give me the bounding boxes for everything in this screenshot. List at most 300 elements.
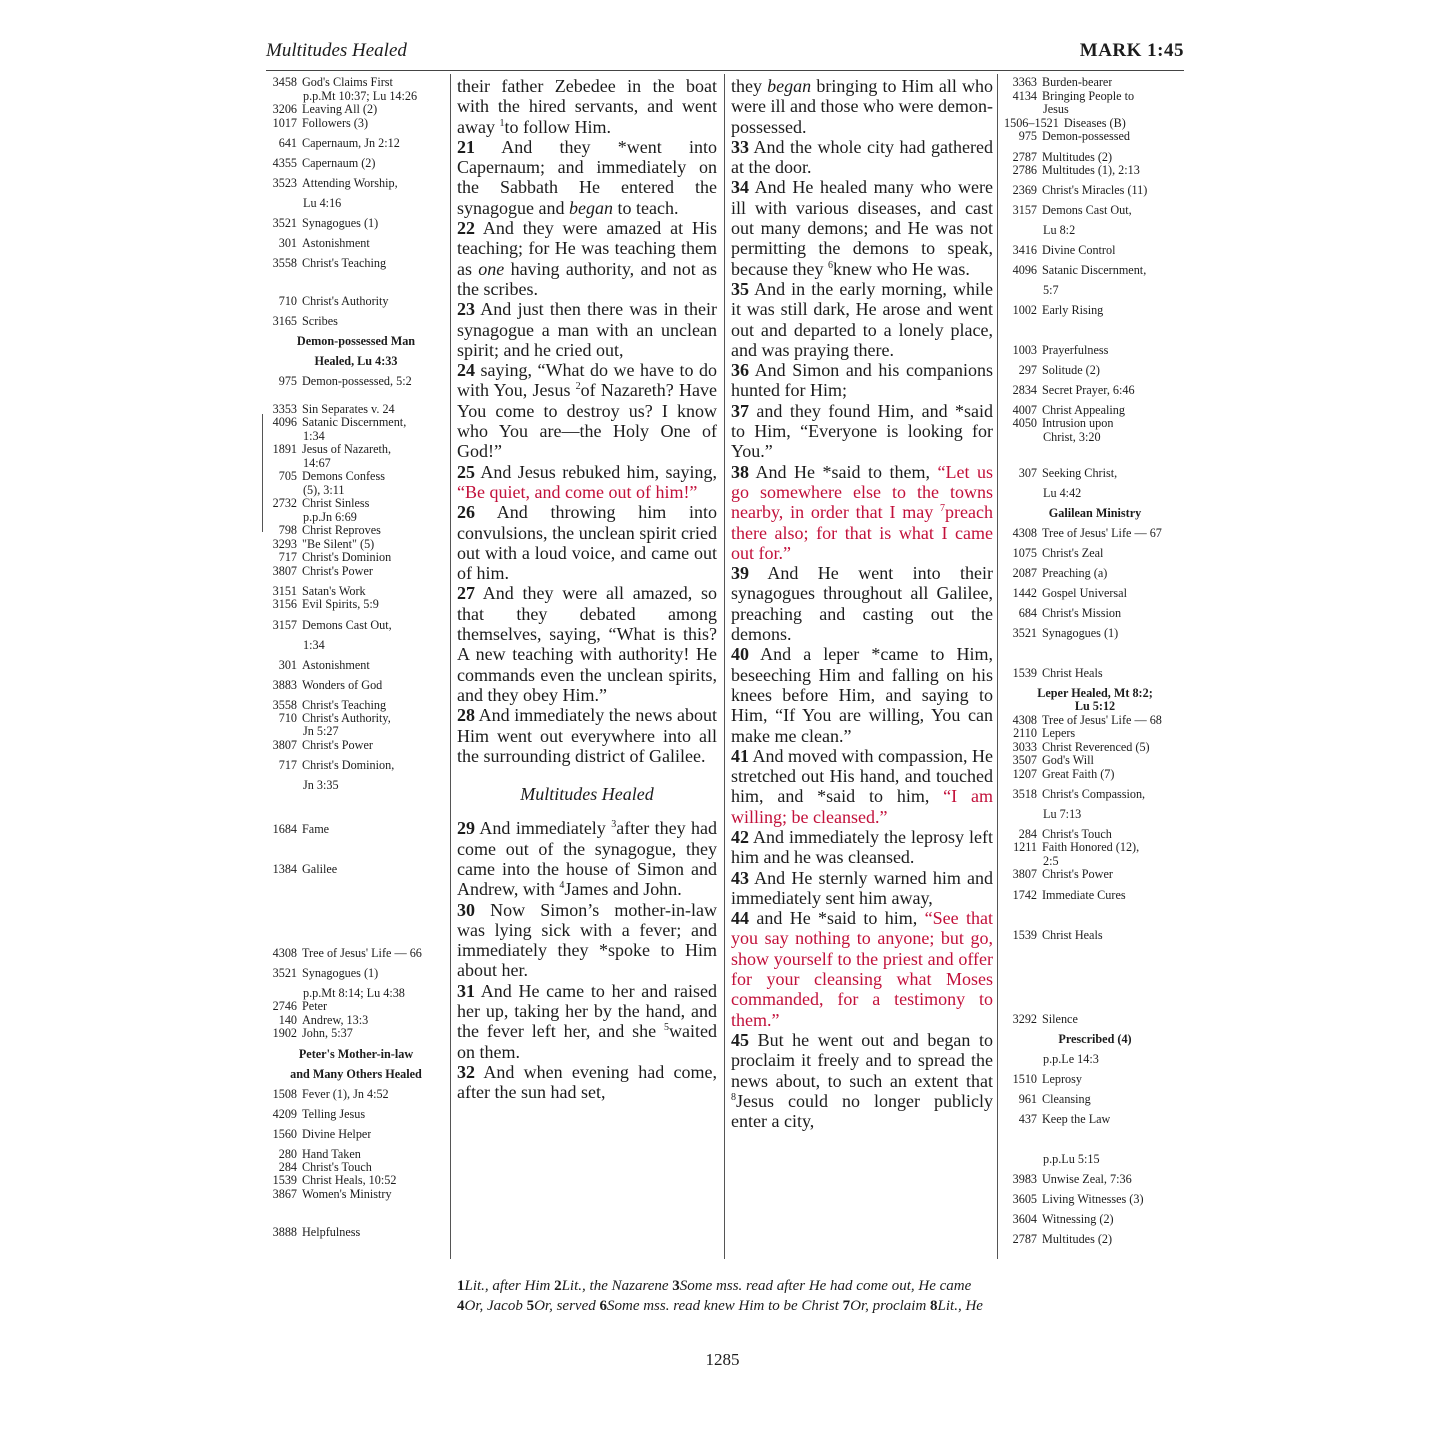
topic-label: God's Claims First: [302, 76, 393, 89]
topic-label: Synagogues (1): [302, 966, 379, 980]
footnote-text: Or, proclaim: [850, 1298, 931, 1314]
topic-reference: [264, 598, 448, 612]
topic-number: 3353: [272, 402, 297, 416]
footnote: [930, 1298, 983, 1314]
topic-label: Cleansing: [1042, 1091, 1091, 1106]
topic-label: Christ's Authority,: [302, 711, 391, 725]
topic-reference: [1004, 164, 1186, 178]
topic-reference: [1004, 76, 1186, 90]
verse-number: 34: [731, 177, 749, 198]
verse-text: And Simon and his companions hunted for Him;: [731, 360, 993, 401]
footnote-text: Or, served: [534, 1298, 600, 1314]
verse-text: one: [478, 258, 505, 279]
footnote: [457, 1278, 554, 1294]
topic-label: Christ's Authority: [302, 294, 389, 308]
topic-number: 3523: [272, 176, 297, 190]
topic-reference: [1004, 1112, 1186, 1126]
reference-continuation: (5), 3:11: [303, 482, 345, 497]
verse-text: and He *said to him,: [749, 908, 925, 929]
verse-text: bringing to Him all who were ill and those who were demon-possessed.: [731, 76, 993, 137]
topic-number: 684: [1018, 606, 1037, 620]
verse-paragraph: [731, 563, 993, 644]
verse-number: 44: [731, 908, 749, 929]
topic-heading: Galilean Ministry: [1048, 506, 1142, 520]
footnote-number: 5: [526, 1298, 535, 1314]
topic-number: 1384: [272, 862, 297, 876]
footnote-marker: 2: [575, 381, 581, 393]
topic-number: 3558: [272, 256, 297, 270]
verse-number: 42: [731, 826, 749, 847]
footnote-text: Or, Jacob: [464, 1298, 527, 1314]
verse-text: after they had come out of the synagogue, they came into the house of Simon and Andrew, with: [457, 818, 717, 900]
verse-text: And immediately the leprosy left him and he was cleansed.: [731, 826, 993, 868]
topic-label: Astonishment: [302, 236, 370, 250]
footnote-marker: 8: [731, 1091, 736, 1103]
topic-number: 3507: [1012, 753, 1037, 767]
topic-number: 2834: [1012, 383, 1037, 397]
topic-number: 4308: [1012, 712, 1037, 727]
topic-heading: Prescribed (4): [1058, 1031, 1132, 1046]
verse-number: 36: [731, 360, 749, 381]
topic-label: Christ's Power: [1042, 868, 1113, 881]
verse-text: And moved with compassion, He stretched out His hand, and touched him, and *said to him,: [731, 745, 993, 807]
topic-label: Capernaum (2): [302, 156, 376, 170]
topic-reference: [264, 712, 448, 726]
topic-label: Telling Jesus: [302, 1106, 366, 1121]
topic-number: 3521: [1012, 626, 1037, 640]
topic-number: 4209: [272, 1106, 297, 1121]
topic-reference: [1004, 606, 1186, 620]
topic-reference: [1004, 183, 1186, 197]
topic-label: Multitudes (2): [1042, 149, 1113, 164]
topic-number: 2787: [1012, 149, 1037, 164]
topic-number: 3604: [1012, 1211, 1037, 1226]
topic-reference: [1004, 417, 1186, 431]
topic-number: 1510: [1012, 1071, 1037, 1086]
footnote-text: Lit., the Nazarene: [561, 1278, 673, 1294]
topic-heading: Lu 5:12: [1074, 699, 1116, 713]
topic-number: 301: [278, 657, 297, 672]
topic-number: 437: [1018, 1111, 1037, 1126]
topic-reference: [264, 1014, 448, 1028]
topic-reference: [264, 1147, 448, 1161]
topic-reference: [264, 862, 448, 876]
verse-text: to teach.: [612, 197, 679, 218]
verse-number: 26: [457, 502, 475, 523]
topic-label: Wonders of God: [302, 677, 383, 692]
topic-label: Christ's Power: [302, 738, 373, 752]
page-number: 1285: [705, 1350, 740, 1369]
topic-label: Christ's Power: [302, 564, 373, 578]
topic-reference: [1004, 888, 1186, 902]
reference-continuation: Jn 3:35: [303, 778, 339, 792]
topic-number: 3363: [1012, 75, 1037, 89]
topic-number: 4050: [1012, 416, 1037, 430]
topic-reference: [1004, 586, 1186, 600]
topic-heading: Demon-possessed Man: [296, 334, 416, 348]
topic-label: Synagogues (1): [302, 216, 379, 230]
verse-text: James and John.: [564, 879, 682, 900]
topic-reference: [1004, 383, 1186, 397]
topic-reference: [1004, 90, 1186, 104]
verse-text: “I am willing; be cleansed.”: [731, 786, 993, 827]
verse-paragraph: [457, 900, 717, 981]
footnote: [457, 1298, 527, 1314]
verse-text: preach there also; for that is what I came out for.”: [731, 502, 993, 563]
topic-number: 4096: [1012, 263, 1037, 277]
topic-reference: [264, 538, 448, 552]
topic-number: 2786: [1012, 162, 1037, 177]
topic-number: 705: [278, 469, 297, 483]
verse-number: 39: [731, 563, 749, 584]
topic-reference: [264, 1188, 448, 1202]
verse-text: And a leper *came to Him, beseeching Him and falling on his knees before Him, and saying to Him, “If You are willing, You can make me clean.”: [731, 644, 993, 746]
topic-heading: Peter's Mother-in-law: [298, 1046, 414, 1061]
verse-number: 29: [457, 818, 475, 839]
footnote-number: 4: [457, 1298, 465, 1314]
topic-number: 2110: [1013, 726, 1037, 740]
topic-number: 3157: [1012, 203, 1037, 217]
verse-number: 35: [731, 278, 749, 299]
topic-number: 717: [278, 758, 297, 772]
verse-text: And they were all amazed, so that they debated among themselves, saying, “What is this? A new teaching with authority! He commands even the unclean spirits, and they obey Him.”: [457, 583, 717, 705]
topic-number: 1684: [272, 822, 297, 836]
verse-text: And they were amazed at His teaching; for He was teaching them as: [457, 218, 717, 279]
topic-number: 3292: [1012, 1011, 1037, 1026]
topic-label: Immediate Cures: [1042, 887, 1126, 902]
verse-paragraph: [457, 360, 717, 461]
verse-paragraph: [731, 644, 993, 745]
footnote-text: Some mss. read knew Him to be Christ: [606, 1298, 843, 1314]
verse-paragraph: [731, 746, 993, 827]
topic-label: Demons Cast Out,: [302, 617, 392, 632]
verse-text: And He sternly warned him and immediately sent him away,: [731, 867, 993, 908]
topic-label: Seeking Christ,: [1042, 466, 1118, 480]
topic-label: Scribes: [302, 314, 338, 328]
topic-reference: [264, 216, 448, 230]
verse-paragraph: [457, 705, 717, 766]
verse-number: 38: [731, 461, 749, 482]
topic-reference: [264, 374, 448, 388]
verse-paragraph: [457, 502, 717, 583]
topic-reference: [264, 524, 448, 538]
topic-number: 3206: [272, 102, 297, 116]
topic-number: 3518: [1012, 787, 1037, 801]
footnote-marker: 3: [611, 819, 617, 831]
topic-reference: [1004, 117, 1186, 131]
topic-label: Followers (3): [302, 116, 369, 130]
verse-paragraph: [731, 827, 993, 868]
topic-label: Solitude (2): [1042, 363, 1100, 377]
verse-text: And the whole city had gathered at the door.: [731, 136, 993, 178]
verse-number: 45: [731, 1029, 749, 1050]
topic-label: Satanic Discernment,: [302, 416, 407, 429]
topic-label: Helpfulness: [302, 1225, 361, 1239]
topic-reference: [264, 1161, 448, 1175]
topic-label: Gospel Universal: [1042, 586, 1127, 600]
verse-text: And immediately: [475, 818, 612, 839]
topic-reference: [264, 618, 448, 632]
topic-reference: [1004, 666, 1186, 680]
topic-number: 3867: [272, 1186, 297, 1201]
topic-reference: [1004, 626, 1186, 640]
topic-number: 717: [278, 550, 297, 564]
reference-continuation: p.p.Mt 10:37; Lu 14:26: [303, 88, 418, 103]
topic-number: 140: [278, 1012, 297, 1027]
topic-number: 2746: [272, 999, 297, 1013]
topic-label: Christ's Teaching: [302, 256, 387, 270]
topic-reference: [1004, 263, 1186, 277]
footnote-marker: 6: [827, 259, 833, 271]
topic-reference: [264, 236, 448, 250]
footnote-number: 2: [554, 1278, 562, 1294]
topic-number: 2369: [1012, 183, 1037, 197]
topic-reference: [264, 256, 448, 270]
topic-reference: [1004, 1012, 1186, 1026]
verse-text: “Be quiet, and come out of him!”: [457, 481, 698, 502]
topic-reference: [264, 1107, 448, 1121]
topic-reference: [1004, 787, 1186, 801]
verse-paragraph: [457, 583, 717, 705]
topic-reference: [264, 822, 448, 836]
reference-continuation: 1:34: [303, 637, 325, 652]
verse-text: And He went into their synagogues throughout all Galilee, preaching and casting out the demons.: [731, 563, 993, 645]
topic-label: Lepers: [1042, 727, 1076, 740]
topic-label: Christ Reproves: [302, 524, 381, 537]
topic-reference: [264, 314, 448, 328]
footnote-number: 8: [930, 1298, 938, 1314]
topic-label: Satan's Work: [302, 584, 366, 598]
topic-label: Secret Prayer, 6:46: [1042, 383, 1135, 397]
topic-number: 1539: [1012, 927, 1037, 942]
verse-number: 31: [457, 980, 475, 1001]
verse-paragraph: [457, 1062, 717, 1103]
topic-number: 710: [278, 294, 297, 308]
topic-number: 2087: [1012, 566, 1037, 580]
verse-number: 41: [731, 745, 749, 766]
topic-label: Christ's Touch: [1042, 827, 1112, 841]
reference-continuation: p.p.Jn 6:69: [303, 509, 357, 524]
topic-label: Christ's Touch: [302, 1160, 372, 1174]
topic-number: 3605: [1012, 1191, 1037, 1206]
topic-label: Christ Heals: [1042, 927, 1103, 942]
topic-heading: and Many Others Healed: [290, 1066, 422, 1081]
topic-reference: [1004, 928, 1186, 942]
topic-label: Christ Heals: [1042, 666, 1103, 680]
topic-label: Christ's Dominion: [302, 551, 392, 564]
verse-number: 37: [731, 400, 749, 421]
footnote: [672, 1278, 971, 1294]
topic-label: Astonishment: [302, 657, 370, 672]
topic-label: Demon-possessed: [1042, 130, 1131, 143]
topic-reference: [1004, 1172, 1186, 1186]
topic-label: Jesus of Nazareth,: [302, 443, 392, 456]
topic-reference: [264, 966, 448, 980]
reference-continuation: Jesus: [1043, 102, 1069, 116]
verse-paragraph: [457, 137, 717, 218]
topic-number: 1539: [272, 1173, 297, 1187]
topic-number: 3165: [272, 314, 297, 328]
verse-number: 24: [457, 360, 475, 381]
topic-label: Capernaum, Jn 2:12: [302, 136, 400, 150]
topic-number: 1442: [1012, 586, 1037, 600]
footnote-number: 1: [457, 1278, 465, 1294]
footnote: [599, 1298, 842, 1314]
topic-number: 1539: [1012, 666, 1037, 680]
section-heading: Multitudes Healed: [520, 784, 654, 805]
topic-reference: [1004, 727, 1186, 741]
verse-number: 23: [457, 299, 475, 320]
verse-text: and they found Him, and *said to Him, “Everyone is looking for You.”: [731, 400, 993, 462]
topic-heading: Healed, Lu 4:33: [314, 354, 398, 368]
topic-number: 297: [1018, 363, 1037, 377]
topic-reference: [1004, 754, 1186, 768]
topic-reference: [264, 698, 448, 712]
topic-number: 1902: [272, 1026, 297, 1040]
verse-text: And throwing him into convulsions, the unclean spirit cried out with a loud voice, and came out of him.: [457, 502, 717, 584]
verse-paragraph: [731, 908, 993, 1030]
verse-text: And they *went into Capernaum; and immediately on the Sabbath He entered the synagogue and: [457, 136, 717, 218]
topic-number: 710: [278, 710, 297, 725]
reference-continuation: 2:5: [1043, 853, 1059, 868]
verse-number: 33: [731, 136, 749, 157]
topic-reference: [1004, 566, 1186, 580]
topic-reference: [264, 658, 448, 672]
topic-number: 1508: [272, 1086, 297, 1101]
topic-reference: [1004, 1092, 1186, 1106]
topic-number: 3888: [272, 1225, 297, 1239]
reference-continuation: Lu 4:16: [303, 196, 342, 210]
topic-reference: [1004, 741, 1186, 755]
topic-label: Leaving All (2): [302, 103, 378, 116]
verse-number: 28: [457, 705, 475, 726]
topic-reference: [1004, 130, 1186, 144]
topic-number: 4134: [1012, 88, 1037, 103]
reference-continuation: p.p.Le 14:3: [1043, 1051, 1099, 1066]
verse-text: “See that you say nothing to anyone; but go, show yourself to the priest and offer for your cleansing what Moses commanded, for a testimony to them.”: [731, 908, 993, 1030]
scripture-column-2: [731, 76, 993, 1131]
topic-label: "Be Silent" (5): [302, 537, 375, 551]
topic-number: 1560: [272, 1126, 297, 1141]
topic-number: 1211: [1013, 840, 1037, 854]
column-divider-right: [997, 74, 998, 1259]
verse-text: Now Simon’s mother-in-law was lying sick with a fever; and immediately they *spoke to Him about her.: [457, 899, 717, 981]
topic-number: 1017: [272, 115, 297, 130]
topic-number: 301: [278, 236, 297, 250]
topic-reference: [1004, 768, 1186, 782]
topic-label: Multitudes (2): [1042, 1231, 1113, 1246]
topic-reference: [264, 117, 448, 131]
topic-label: Sin Separates v. 24: [302, 402, 395, 416]
topic-label: Peter: [302, 1000, 328, 1013]
verse-paragraph: [457, 299, 717, 360]
topic-reference: [1004, 526, 1186, 540]
reference-continuation: Lu 8:2: [1043, 223, 1076, 237]
verse-paragraph: [731, 137, 993, 178]
topic-number: 3558: [272, 697, 297, 712]
verse-paragraph: [731, 401, 993, 462]
topic-reference: [1004, 466, 1186, 480]
topic-label: Tree of Jesus' Life — 68: [1042, 713, 1162, 727]
topic-reference: [264, 1027, 448, 1041]
topic-reference: [264, 758, 448, 772]
topic-label: Leprosy: [1042, 1071, 1082, 1086]
topic-label: Christ's Zeal: [1042, 546, 1104, 560]
footnote: [554, 1278, 672, 1294]
topic-label: Early Rising: [1042, 303, 1104, 317]
topic-reference: [1004, 1232, 1186, 1246]
topic-number: 3807: [1012, 867, 1037, 881]
topic-label: Multitudes (1), 2:13: [1042, 163, 1140, 177]
topic-heading: Leper Healed, Mt 8:2;: [1037, 686, 1153, 700]
footnote-marker: 1: [499, 117, 505, 129]
topic-reference: [1004, 343, 1186, 357]
topic-number: 3521: [272, 216, 297, 230]
topic-number: 4308: [1012, 526, 1037, 540]
footnote: [843, 1298, 930, 1314]
verse-text: knew who He was.: [832, 258, 970, 279]
topic-number: 1207: [1012, 766, 1037, 781]
topic-label: Christ Reverenced (5): [1042, 740, 1150, 754]
topic-label: Christ Heals, 10:52: [302, 1174, 397, 1187]
verse-text: “Let us go somewhere else to the towns nearby, in order that I may: [731, 461, 993, 523]
verse-number: 40: [731, 644, 749, 665]
topic-reference: [264, 443, 448, 457]
topic-reference: [264, 402, 448, 416]
reference-continuation: Lu 4:42: [1043, 486, 1082, 500]
topic-number: 3033: [1012, 739, 1037, 754]
left-reference-column: [264, 76, 448, 1239]
topic-reference: [1004, 150, 1186, 164]
topic-number: 2732: [272, 496, 297, 510]
topic-label: Preaching (a): [1042, 566, 1108, 580]
topic-label: God's Will: [1042, 754, 1094, 767]
topic-number: 1003: [1012, 343, 1037, 357]
verse-text: Jesus could no longer publicly enter a city,: [731, 1090, 993, 1132]
topic-number: 284: [1018, 827, 1037, 841]
topic-label: Keep the Law: [1042, 1111, 1111, 1126]
verse-text: they: [731, 76, 768, 96]
header-rule: [266, 70, 1184, 71]
topic-number: 4096: [272, 415, 297, 429]
topic-number: 4308: [272, 946, 297, 960]
topic-reference: [264, 156, 448, 170]
topic-label: John, 5:37: [302, 1027, 353, 1040]
topic-label: Bringing People to: [1042, 89, 1135, 103]
topic-label: Hand Taken: [302, 1146, 361, 1161]
topic-reference: [1004, 243, 1186, 257]
topic-reference: [264, 76, 448, 90]
verse-number: 43: [731, 867, 749, 888]
topic-number: 3293: [272, 536, 297, 551]
verse-paragraph: [731, 279, 993, 360]
topic-reference: [1004, 403, 1186, 417]
topic-label: Burden-bearer: [1042, 76, 1113, 89]
verse-text: waited on them.: [457, 1021, 717, 1062]
verse-text: began: [568, 197, 613, 218]
verse-paragraph: [731, 462, 993, 563]
topic-label: Faith Honored (12),: [1042, 841, 1140, 854]
footnote-number: 7: [842, 1298, 851, 1314]
topic-number: 1075: [1012, 546, 1037, 560]
topic-number: 3521: [272, 966, 297, 980]
topic-number: 961: [1018, 1091, 1037, 1106]
topic-reference: [264, 678, 448, 692]
verse-text: began: [767, 76, 812, 96]
topic-label: Fame: [302, 822, 330, 836]
topic-label: Christ's Mission: [1042, 606, 1122, 620]
footnote-text: Lit., after Him: [464, 1278, 555, 1294]
